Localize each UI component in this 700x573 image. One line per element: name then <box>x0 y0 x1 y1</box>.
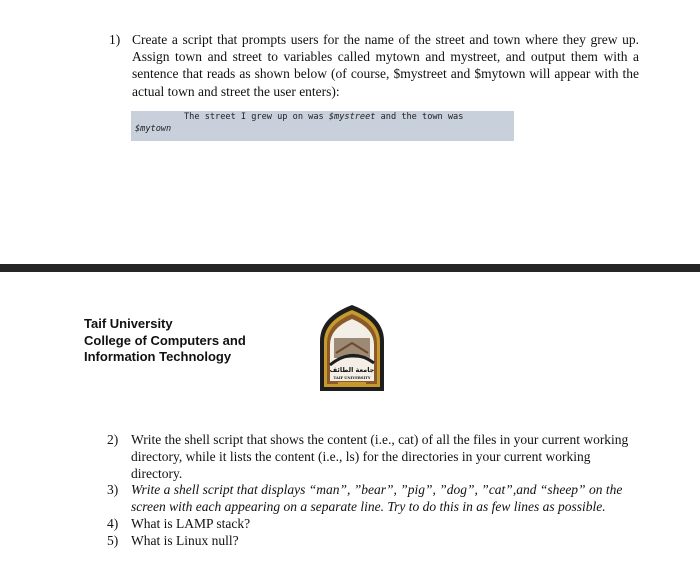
code-var-mystreet: $mystreet <box>328 112 376 122</box>
college-name-line-2: Information Technology <box>84 349 232 364</box>
code-line-2 <box>135 124 171 134</box>
taif-university-logo-icon <box>316 303 388 393</box>
college-name-line-1: College of Computers and <box>84 332 246 348</box>
question-text: What is LAMP stack? <box>131 515 251 531</box>
logo-english-text: TAIF UNIVERSITY <box>333 376 371 380</box>
question-5 <box>107 533 632 550</box>
question-number: 2) <box>107 432 119 447</box>
question-1 <box>109 31 639 100</box>
question-1-text: Create a script that prompts users for the name of the street and town where they grew up. Assign town and street to variables called mytown and mystreet, and output them with a sentence that reads as shown below (of course, $mystreet and $mytown will appear with the actual town and street the user enters): <box>132 32 639 99</box>
university-name: Taif University <box>84 316 173 331</box>
code-line-1 <box>184 112 463 122</box>
question-text: Write the shell script that shows the content (i.e., cat) of all the files in your current working directory, while it lists the content (i.e., ls) for the directories in your current working directory. <box>131 432 629 481</box>
question-1-number: 1) <box>109 32 121 47</box>
code-block <box>131 111 514 141</box>
question-number: 4) <box>107 515 119 531</box>
logo-arabic-text: جامعة الطائف <box>329 366 375 374</box>
code-line-1-text: The street I grew up on was <box>184 112 329 122</box>
page-divider <box>0 264 700 272</box>
question-number: 5) <box>107 532 119 548</box>
question-text: Write a shell script that displays “man”, ”bear”, ”pig”, ”dog”, ”cat”,and “sheep” on the screen with each appearing on a separate line. Try to do this in as few lines as possible. <box>131 482 623 515</box>
code-var-mytown: $mytown <box>135 124 172 134</box>
code-line-1-tail: and the town was <box>375 112 464 122</box>
university-header <box>84 316 246 366</box>
questions-list <box>107 432 632 550</box>
question-number: 3) <box>107 482 119 498</box>
question-text: What is Linux null? <box>131 532 239 548</box>
question-3 <box>107 482 632 516</box>
question-2 <box>107 432 632 482</box>
question-4 <box>107 516 632 533</box>
